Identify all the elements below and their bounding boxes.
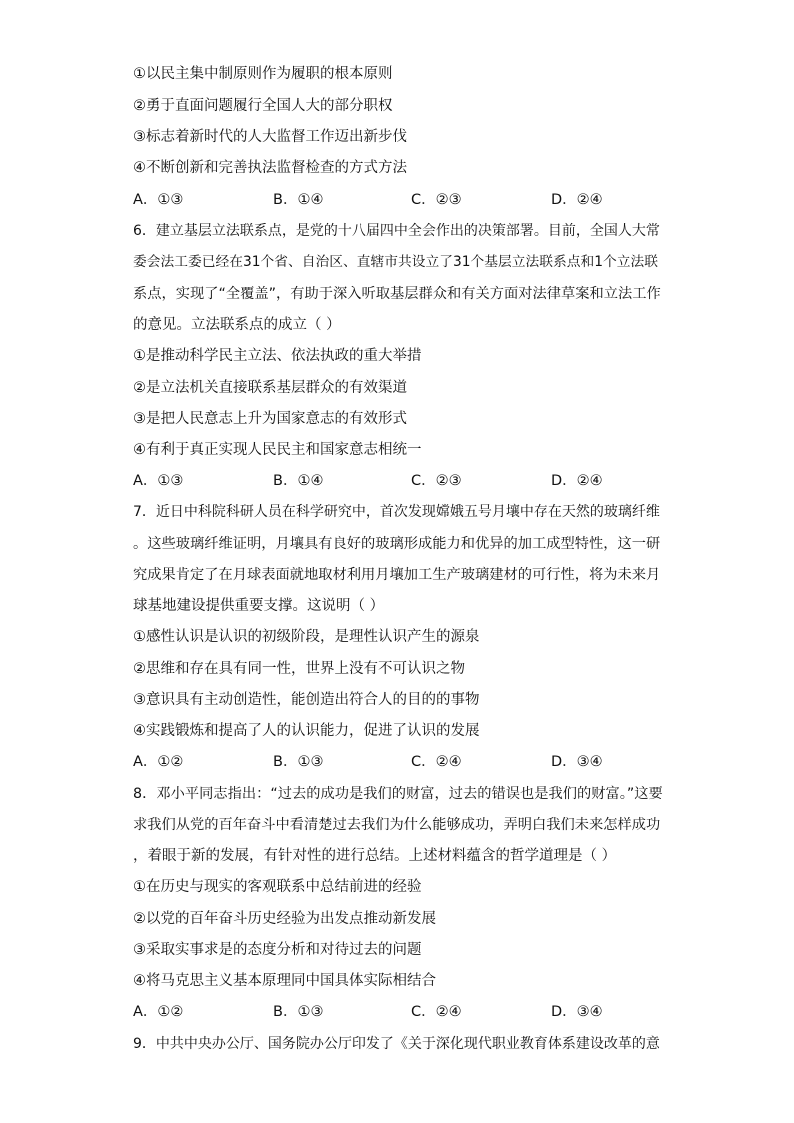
q5-item-3: ③标志着新时代的人大监督工作迈出新步伐 bbox=[133, 129, 407, 145]
q7-option-c[interactable]: C．②④ bbox=[411, 754, 462, 770]
q5-options bbox=[133, 190, 663, 210]
q8-item-3: ③采取实事求是的态度分析和对待过去的问题 bbox=[133, 942, 422, 958]
q7-item-1: ①感性认识是认识的初级阶段，是理性认识产生的源泉 bbox=[133, 629, 480, 645]
q6-option-b[interactable]: B．①④ bbox=[273, 473, 324, 489]
q6-stem-line-3: 系点，实现了“全覆盖”，有助于深入听取基层群众和有关方面对法律草案和立法工作 bbox=[133, 286, 661, 302]
q8-option-b[interactable]: B．①③ bbox=[273, 1004, 324, 1020]
q5-item-1: ①以民主集中制原则作为履职的根本原则 bbox=[133, 66, 393, 82]
q5-item-4: ④不断创新和完善执法监督检查的方式方法 bbox=[133, 160, 407, 176]
q6-stem-line-2: 委会法工委已经在31个省、自治区、直辖市共设立了31个基层立法联系点和1个立法联 bbox=[133, 254, 658, 270]
q6-options bbox=[133, 471, 663, 491]
q7-item-4: ④实践锻炼和提高了人的认识能力，促进了认识的发展 bbox=[133, 723, 480, 739]
q7-stem-line-1: 7．近日中科院科研人员在科学研究中，首次发现嫦娥五号月壤中存在天然的玻璃纤维 bbox=[133, 504, 660, 520]
q7-option-b[interactable]: B．①③ bbox=[273, 754, 324, 770]
q7-item-2: ②思维和存在具有同一性，世界上没有不可认识之物 bbox=[133, 661, 465, 677]
q5-option-a[interactable]: A．①③ bbox=[133, 192, 184, 208]
q5-option-d[interactable]: D．②④ bbox=[551, 192, 603, 208]
q8-stem-line-1: 8．邓小平同志指出：“过去的成功是我们的财富，过去的错误也是我们的财富。”这要 bbox=[133, 786, 663, 802]
q7-stem-line-3: 究成果肯定了在月球表面就地取材利用月壤加工生产玻璃建材的可行性，将为未来月 bbox=[133, 567, 661, 583]
q6-option-a[interactable]: A．①③ bbox=[133, 473, 184, 489]
q7-item-3: ③意识具有主动创造性，能创造出符合人的目的的事物 bbox=[133, 692, 480, 708]
q7-option-a[interactable]: A．①② bbox=[133, 754, 184, 770]
q8-option-d[interactable]: D．③④ bbox=[551, 1004, 603, 1020]
q8-item-2: ②以党的百年奋斗历史经验为出发点推动新发展 bbox=[133, 911, 436, 927]
q5-item-2: ②勇于直面问题履行全国人大的部分职权 bbox=[133, 98, 393, 114]
q6-item-1: ①是推动科学民主立法、依法执政的重大举措 bbox=[133, 348, 422, 364]
q8-option-c[interactable]: C．②④ bbox=[411, 1004, 462, 1020]
q6-stem-line-1: 6．建立基层立法联系点，是党的十八届四中全会作出的决策部署。目前，全国人大常 bbox=[133, 223, 660, 239]
q8-option-a[interactable]: A．①② bbox=[133, 1004, 184, 1020]
q6-item-3: ③是把人民意志上升为国家意志的有效形式 bbox=[133, 411, 407, 427]
q8-options bbox=[133, 1002, 663, 1022]
q6-item-2: ②是立法机关直接联系基层群众的有效渠道 bbox=[133, 380, 407, 396]
q7-options bbox=[133, 752, 663, 772]
q6-option-c[interactable]: C．②③ bbox=[411, 473, 462, 489]
q6-stem-line-4: 的意见。立法联系点的成立（ ） bbox=[133, 317, 341, 333]
q8-stem-line-3: ，着眼于新的发展，有针对性的进行总结。上述材料蕴含的哲学道理是（ ） bbox=[133, 848, 617, 864]
q6-item-4: ④有利于真正实现人民民主和国家意志相统一 bbox=[133, 442, 422, 458]
q7-option-d[interactable]: D．③④ bbox=[551, 754, 603, 770]
q5-option-b[interactable]: B．①④ bbox=[273, 192, 324, 208]
q5-option-c[interactable]: C．②③ bbox=[411, 192, 462, 208]
q9-stem-line-1: 9．中共中央办公厅、国务院办公厅印发了《关于深化现代职业教育体系建设改革的意 bbox=[133, 1036, 660, 1052]
q7-stem-line-4: 球基地建设提供重要支撑。这说明（ ） bbox=[133, 598, 385, 614]
q7-stem-line-2: 。这些玻璃纤维证明，月壤具有良好的玻璃形成能力和优异的加工成型特性，这一研 bbox=[133, 536, 661, 552]
q8-item-4: ④将马克思主义基本原理同中国具体实际相结合 bbox=[133, 973, 436, 989]
q6-option-d[interactable]: D．②④ bbox=[551, 473, 603, 489]
q8-stem-line-2: 求我们从党的百年奋斗中看清楚过去我们为什么能够成功，弄明白我们未来怎样成功 bbox=[133, 817, 661, 833]
q8-item-1: ①在历史与现实的客观联系中总结前进的经验 bbox=[133, 879, 422, 895]
